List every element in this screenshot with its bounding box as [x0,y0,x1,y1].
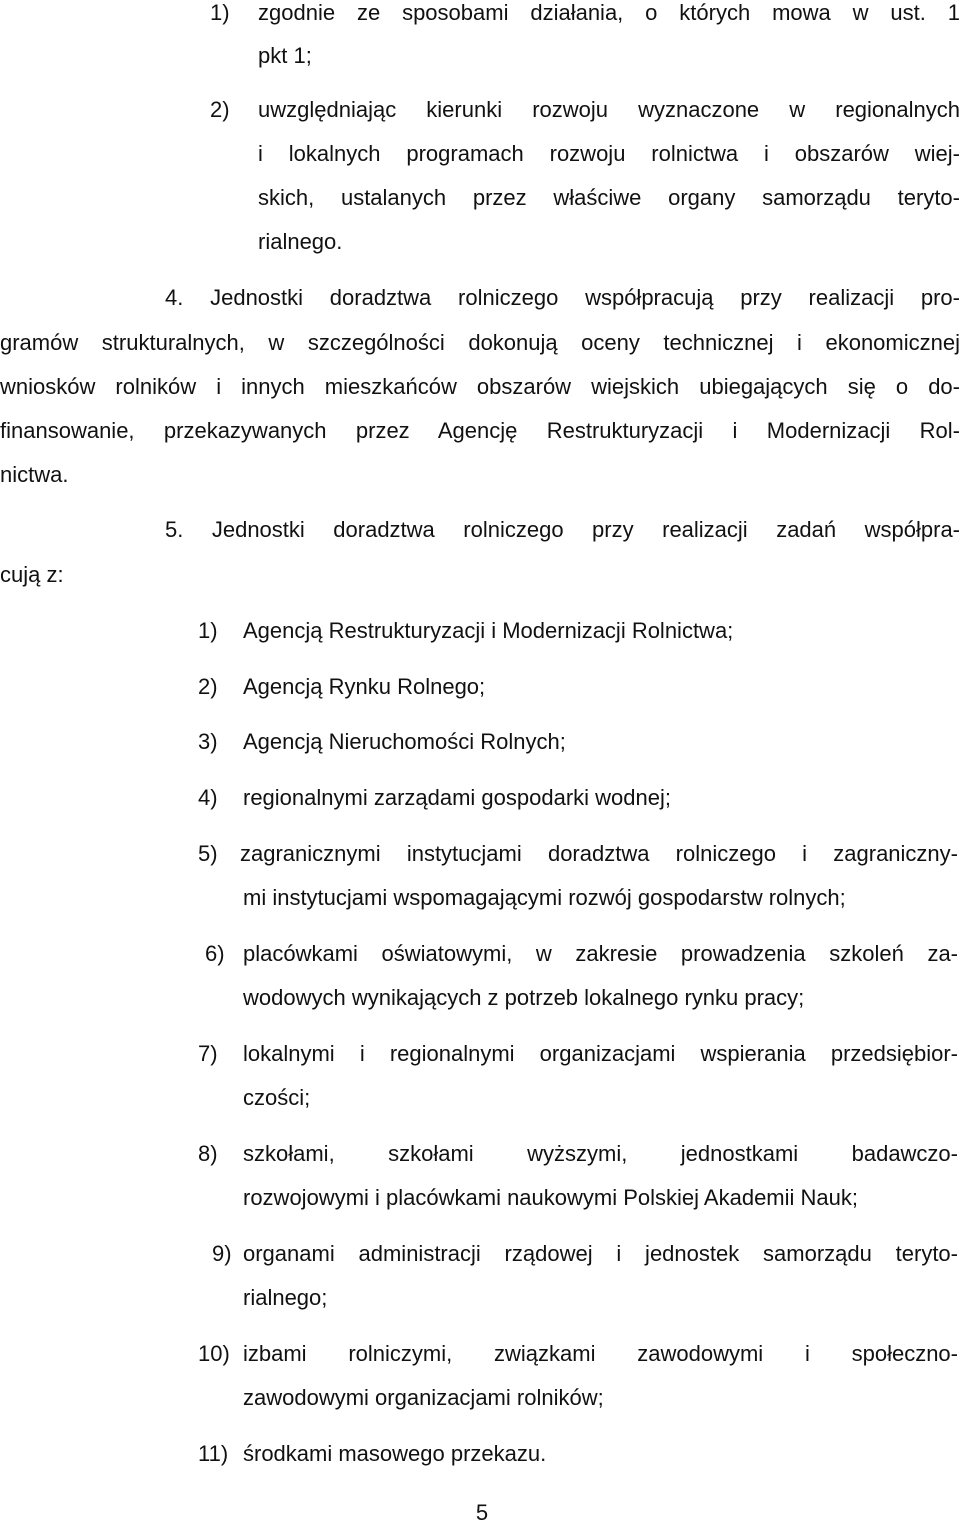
list-item-text: Agencją Nieruchomości Rolnych; [243,729,566,754]
list-item-text: organami administracji rządowej i jednostek samorządu teryto- [243,1241,958,1266]
paragraph-line: wniosków rolników i innych mieszkańców obszarów wiejskich ubiegających się o do- [0,374,960,399]
paragraph-line: gramów strukturalnych, w szczególności dokonują oceny technicznej i ekonomicznej [0,330,960,355]
list-item-text: uwzględniając kierunki rozwoju wyznaczone w regionalnych [258,97,960,122]
list-number: 2) [198,674,218,699]
paragraph-line: 4. Jednostki doradztwa rolniczego współpracują przy realizacji pro- [165,285,960,310]
list-number: 8) [198,1141,218,1166]
list-item-text: izbami rolniczymi, związkami zawodowymi i społeczno- [243,1341,958,1366]
list-item-text: zgodnie ze sposobami działania, o których mowa w ust. 1 [258,0,960,25]
list-number: 2) [210,97,230,122]
page-number: 5 [475,1500,489,1525]
list-number: 1) [210,0,230,25]
list-number: 11) [198,1441,229,1466]
list-item-text: wodowych wynikających z potrzeb lokalnego rynku pracy; [243,985,805,1010]
list-item-text: lokalnymi i regionalnymi organizacjami wspierania przedsiębior- [243,1041,958,1066]
list-item-text: rozwojowymi i placówkami naukowymi Polskiej Akademii Nauk; [243,1185,858,1210]
list-item-text: i lokalnych programach rozwoju rolnictwa i obszarów wiej- [258,141,960,166]
list-number: 1) [198,618,218,643]
list-number: 4) [198,785,218,810]
list-number: 3) [198,729,218,754]
list-number: 5) [198,841,218,866]
list-item-text: skich, ustalanych przez właściwe organy samorządu teryto- [258,185,960,210]
paragraph-line: cują z: [0,562,64,587]
list-number: 6) [205,941,225,966]
list-item-text: pkt 1; [258,43,312,68]
list-item-text: regionalnymi zarządami gospodarki wodnej; [243,785,672,810]
list-item-text: środkami masowego przekazu. [243,1441,547,1466]
list-item-text: placówkami oświatowymi, w zakresie prowadzenia szkoleń za- [243,941,958,966]
list-item-text: rialnego; [243,1285,328,1310]
list-number: 10) [198,1341,230,1366]
list-item-text: Agencją Restrukturyzacji i Modernizacji Rolnictwa; [243,618,734,643]
paragraph-line: 5. Jednostki doradztwa rolniczego przy realizacji zadań współpra- [165,517,960,542]
list-item-text: szkołami, szkołami wyższymi, jednostkami badawczo- [243,1141,958,1166]
list-number: 9) [212,1241,232,1266]
list-item-text: Agencją Rynku Rolnego; [243,674,486,699]
list-number: 7) [198,1041,218,1066]
paragraph-line: finansowanie, przekazywanych przez Agencję Restrukturyzacji i Modernizacji Rol- [0,418,960,443]
list-item-text: mi instytucjami wspomagającymi rozwój gospodarstw rolnych; [243,885,846,910]
list-item-text: rialnego. [258,229,343,254]
paragraph-line: nictwa. [0,462,69,487]
list-item-text: zawodowymi organizacjami rolników; [243,1385,604,1410]
list-item-text: czości; [243,1085,311,1110]
list-item-text: zagranicznymi instytucjami doradztwa rolniczego i zagraniczny- [240,841,958,866]
